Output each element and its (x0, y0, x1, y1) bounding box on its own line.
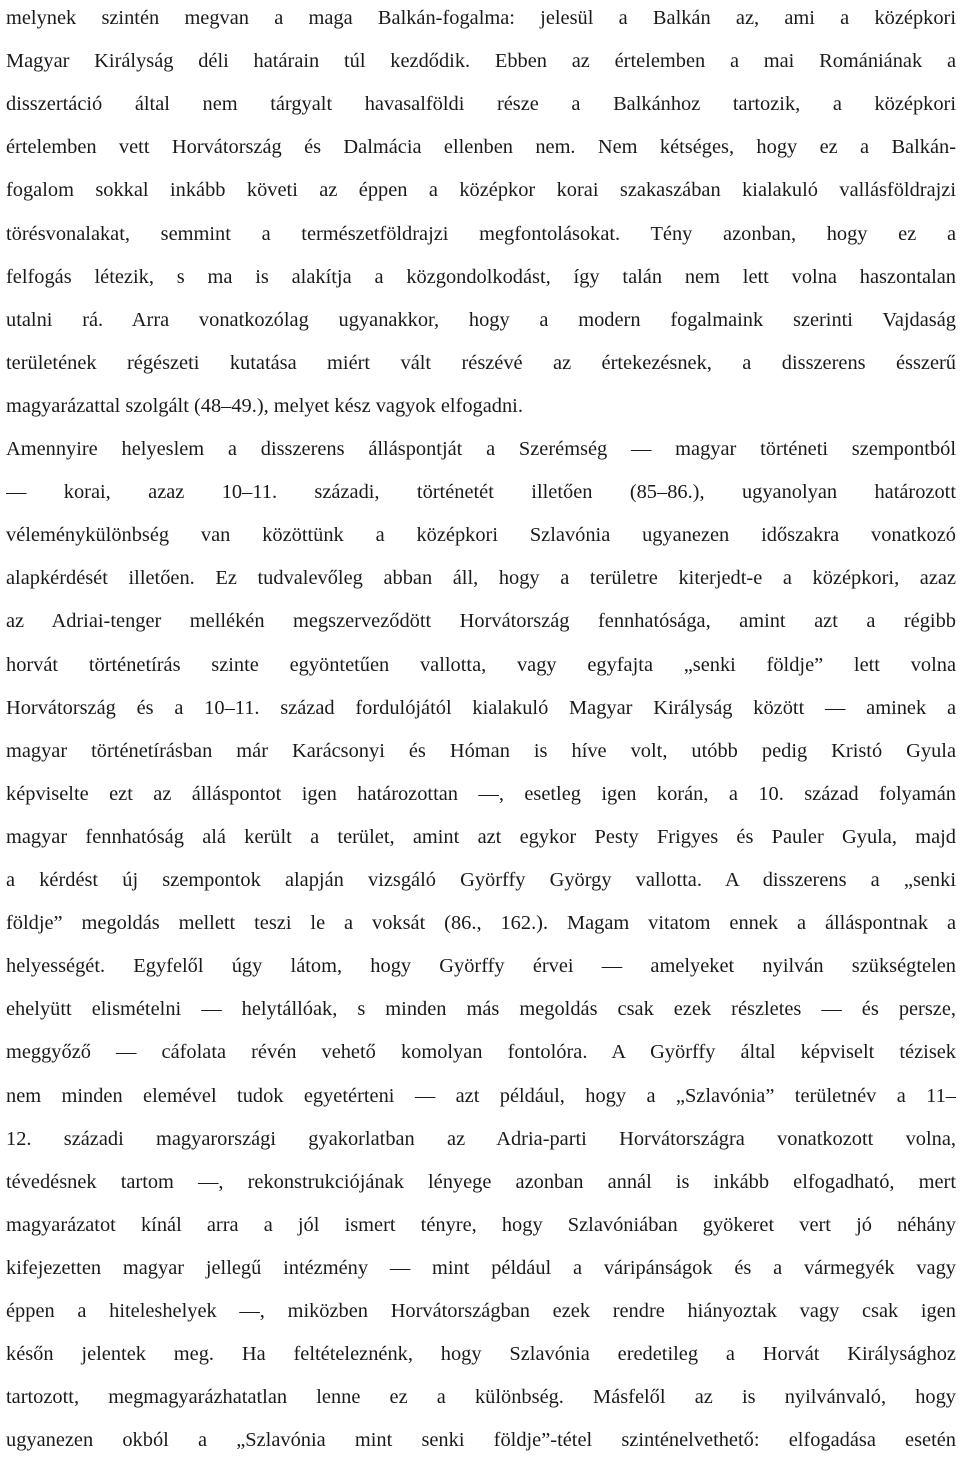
text-line: disszertáció által nem tárgyalt havasalföldi része a Balkánhoz tartozik, a középkori (6, 93, 956, 116)
text-line: helyességét. Egyfelől úgy látom, hogy Györffy érvei — amelyeket nyilván szükségtelen (6, 955, 956, 978)
text-line: melynek szintén megvan a maga Balkán-fogalma: jelesül a Balkán az, ami a középkori (6, 7, 956, 29)
text-line: magyarázatot kínál arra a jól ismert tényre, hogy Szlavóniában gyökeret vert jó néhány (6, 1213, 956, 1236)
text-line: tartozott, megmagyarázhatatlan lenne ez a különbség. Másfelől az is nyilvánvaló, hogy (6, 1386, 956, 1409)
text-line: ehelyütt elismételni — helytállóak, s minden más megoldás csak ezek részletes — és persze, (6, 998, 956, 1021)
text-line: Amennyire helyeslem a disszerens álláspontját a Szerémség — magyar történeti szempontból (6, 438, 956, 460)
text-line: magyar fennhatóság alá került a terület, amint azt egykor Pesty Frigyes és Pauler Gyula, majd (6, 825, 956, 848)
text-line: értelemben vett Horvátország és Dalmácia ellenben nem. Nem kétséges, hogy ez a Balkán- (6, 136, 956, 159)
document-page (6, 0, 956, 1460)
text-line: nem minden elemével tudok egyetérteni — azt például, hogy a „Szlavónia” területnév a 11– (6, 1084, 956, 1107)
text-line: 12. századi magyarországi gyakorlatban az Adria-parti Horvátországra vonatkozott volna, (6, 1127, 956, 1150)
text-line: képviselte ezt az álláspontot igen határozottan —, esetleg igen korán, a 10. század folyamán (6, 782, 956, 805)
text-line: véleménykülönbség van közöttünk a középkori Szlavónia ugyanezen időszakra vonatkozó (6, 524, 956, 547)
text-line: tévedésnek tartom —, rekonstrukciójának lényege azonban annál is inkább elfogadható, mert (6, 1170, 956, 1193)
text-line: törésvonalakat, semmint a természetföldrajzi megfontolásokat. Tény azonban, hogy ez a (6, 222, 956, 245)
text-line: az Adriai-tenger mellékén megszerveződött Horvátország fennhatósága, amint azt a régibb (6, 610, 956, 633)
text-line: éppen a hiteleshelyek —, miközben Horvátországban ezek rendre hiányoztak vagy csak igen (6, 1300, 956, 1322)
text-line: fogalom sokkal inkább követi az éppen a középkor korai szakaszában kialakuló vallásföldrajzi (6, 179, 956, 202)
text-line: utalni rá. Arra vonatkozólag ugyanakkor, hogy a modern fogalmaink szerinti Vajdaság (6, 308, 956, 331)
text-line: későn jelentek meg. Ha feltételeznénk, hogy Szlavónia eredetileg a Horvát Királysághoz (6, 1343, 956, 1366)
text-line: Magyar Királyság déli határain túl kezdődik. Ebben az értelemben a mai Romániának a (6, 50, 956, 73)
text-line: meggyőző — cáfolata révén vehető komolyan fontolóra. A Györffy által képviselt tézisek (6, 1041, 956, 1064)
text-line: — korai, azaz 10–11. századi, történetét illetően (85–86.), ugyanolyan határozott (6, 481, 956, 504)
text-line: horvát történetírás szinte egyöntetűen vallotta, vagy egyfajta „senki földje” lett volna (6, 653, 956, 676)
text-line: területének régészeti kutatása miért vált részévé az értekezésnek, a disszerens ésszerű (6, 351, 956, 374)
text-line: ugyanezen okból a „Szlavónia mint senki földje”-tétel szinténelvethető: elfogadása esetén (6, 1429, 956, 1452)
text-line: felfogás létezik, s ma is alakítja a közgondolkodást, így talán nem lett volna haszontalan (6, 265, 956, 288)
text-line: alapkérdését illetően. Ez tudvalevőleg abban áll, hogy a területre kiterjedt-e a középkori, azaz (6, 567, 956, 590)
text-line: Horvátország és a 10–11. század fordulójától kialakuló Magyar Királyság között — aminek a (6, 696, 956, 719)
text-line: földje” megoldás mellett teszi le a voksát (86., 162.). Magam vitatom ennek a álláspontnak a (6, 912, 956, 935)
text-line: kifejezetten magyar jellegű intézmény — mint például a váripánságok és a vármegyék vagy (6, 1256, 956, 1279)
text-line: magyarázattal szolgált (48–49.), melyet kész vagyok elfogadni. (6, 394, 523, 417)
text-line: a kérdést új szempontok alapján vizsgáló Györffy György vallotta. A disszerens a „senki (6, 869, 956, 891)
text-line: magyar történetírásban már Karácsonyi és Hóman is híve volt, utóbb pedig Kristó Gyula (6, 739, 956, 762)
